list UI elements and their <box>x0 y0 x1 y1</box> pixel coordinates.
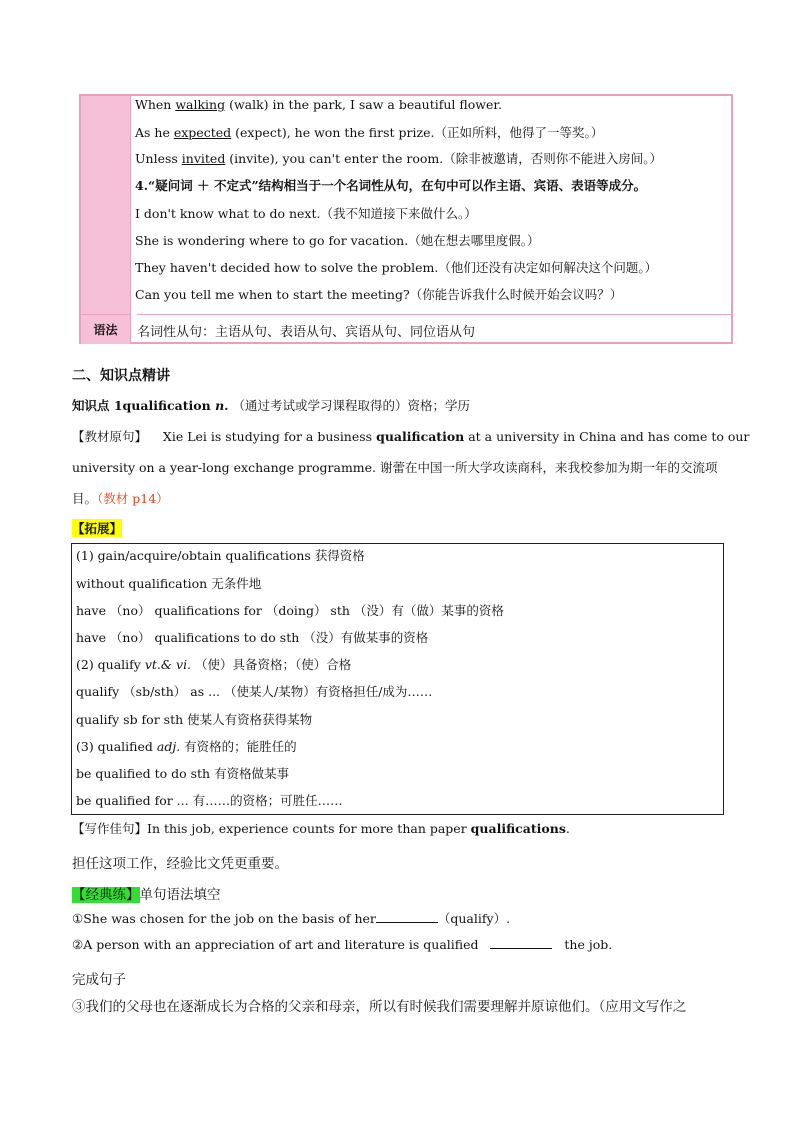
expand-item: be qualified to do sth 有资格做某事 <box>76 766 290 781</box>
complete-sentence-title: 完成句子 <box>72 972 126 988</box>
example-line: I don't know what to do next.（我不知道接下来做什么。） <box>135 206 477 221</box>
expand-item: (1) gain/acquire/obtain qualifications 获得资格 <box>76 548 365 563</box>
expand-item: have （no） qualifications to do sth （没）有做某事的资格 <box>76 630 429 645</box>
table-left-cell <box>81 96 131 314</box>
answer-blank[interactable] <box>376 910 438 923</box>
example-line: Can you tell me when to start the meeting?（你能告诉我什么时候开始会议吗？） <box>135 287 623 302</box>
example-line-expected: As he expected (expect), he won the first prize.（正如所料，他得了一等奖。） <box>135 125 604 140</box>
textbook-sentence-line2: university on a year-long exchange programme. 谢蕾在中国一所大学攻读商科，来我校参加为期一年的交流项 <box>72 460 718 475</box>
example-line-invited: Unless invited (invite), you can't enter the room.（除非被邀请，否则你不能进入房间。） <box>135 151 662 166</box>
textbook-sentence-line3: 目。（教材 p14） <box>72 491 169 506</box>
rule-4: 4.“疑问词 ＋ 不定式”结构相当于一个名词性从句，在句中可以作主语、宾语、表语等成分。 <box>135 178 647 193</box>
expand-item: qualify sb for sth 使某人有资格获得某物 <box>76 712 313 727</box>
answer-blank[interactable] <box>490 936 552 949</box>
example-line: She is wondering where to go for vacation.（她在想去哪里度假。） <box>135 233 540 248</box>
question-2: ②A person with an appreciation of art and literature is qualified the job. <box>72 937 613 952</box>
grammar-label: 语法 <box>81 314 131 344</box>
exercise-tag: 【经典练】 <box>72 887 140 903</box>
exercise-heading: 【经典练】单句语法填空 <box>72 887 221 903</box>
expand-tag: 【拓展】 <box>72 521 123 536</box>
expand-item-qualify: (2) qualify vt.& vi. （使）具备资格；（使）合格 <box>76 657 352 672</box>
textbook-sentence-line1: 【教材原句】 Xie Lei is studying for a business qualification at a university in China and has come to our <box>72 429 750 444</box>
expand-item: be qualified for ... 有……的资格；可胜任…… <box>76 793 343 808</box>
expand-item: have （no） qualifications for （doing） sth （没）有（做）某事的资格 <box>76 603 504 618</box>
example-line-walking: When walking (walk) in the park, I saw a beautiful flower. <box>135 97 502 112</box>
section-title: 二、知识点精讲 <box>72 368 170 384</box>
writing-translation: 担任这项工作，经验比文凭更重要。 <box>72 856 288 872</box>
knowledge-point: 知识点 1qualification n. （通过考试或学习课程取得的）资格；学历 <box>72 398 471 413</box>
example-line: They haven't decided how to solve the problem.（他们还没有决定如何解决这个问题。） <box>135 260 658 275</box>
grammar-text: 名词性从句：主语从句、表语从句、宾语从句、同位语从句 <box>137 314 731 345</box>
expand-item: without qualification 无条件地 <box>76 576 262 591</box>
question-1: ①She was chosen for the job on the basis of her （qualify）. <box>72 911 511 926</box>
writing-sentence: 【写作佳句】In this job, experience counts for more than paper qualifications. <box>72 821 570 836</box>
question-3: ③我们的父母也在逐渐成长为合格的父亲和母亲，所以有时候我们需要理解并原谅他们。（应用文写作之 <box>72 999 687 1015</box>
expand-item: qualify （sb/sth） as ... （使某人/某物）有资格担任/成为…… <box>76 684 433 699</box>
expand-item-qualified: (3) qualified adj. 有资格的；能胜任的 <box>76 739 297 754</box>
